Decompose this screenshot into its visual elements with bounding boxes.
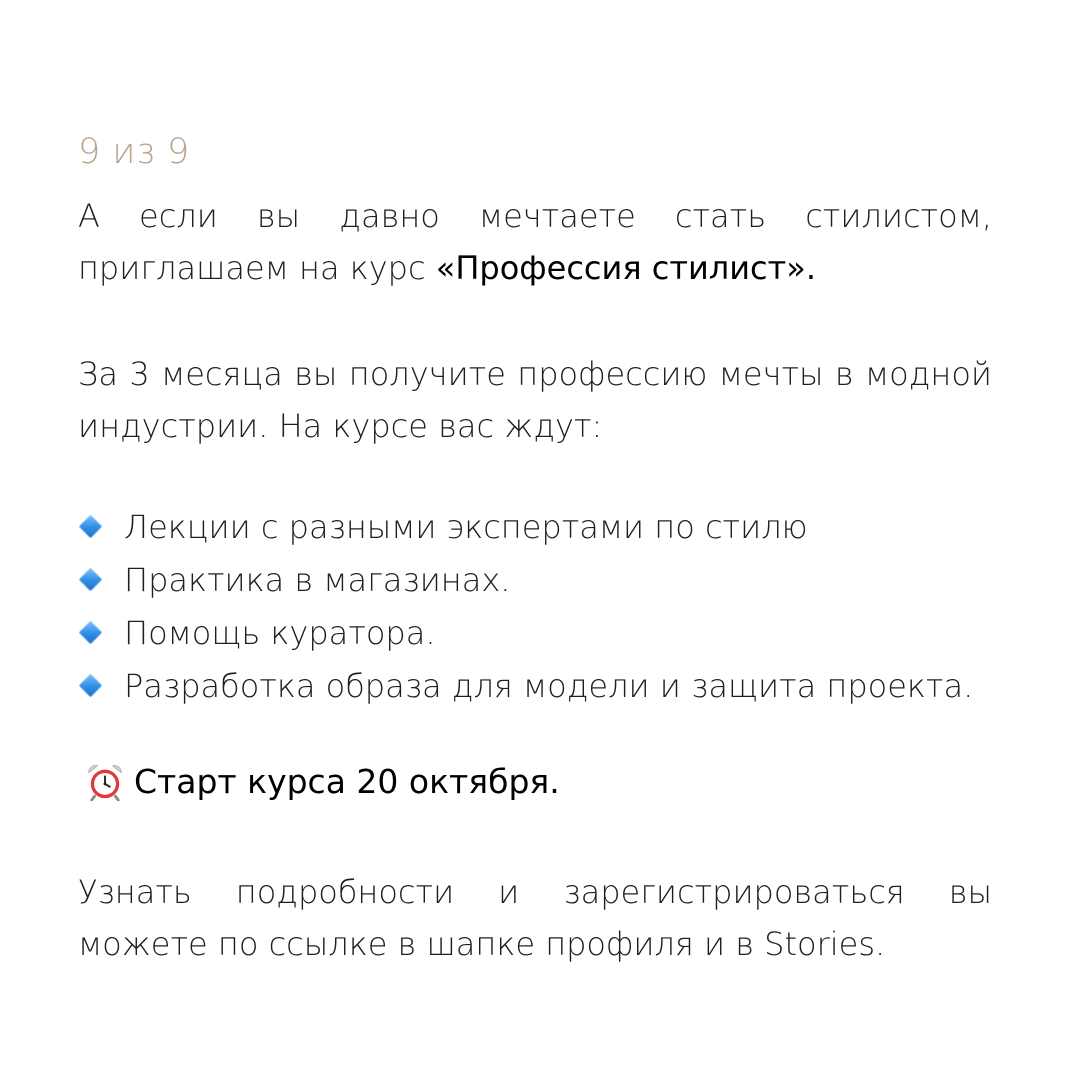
course-name: «Профессия стилист».: [435, 249, 816, 287]
feature-text: Помощь куратора.: [124, 613, 436, 652]
slide-counter: 9 из 9: [78, 132, 190, 172]
intro-line-1: А если вы давно мечтаете стать стилистом,: [78, 197, 992, 235]
more-info-paragraph: Узнать подробности и зарегистрироваться вы можете по ссылке в шапке профиля и в Stories.: [78, 873, 992, 963]
blue-diamond-icon: [78, 673, 102, 697]
list-item: [78, 606, 992, 659]
feature-list: [78, 500, 992, 712]
intro-line-2-prefix: приглашаем на курс: [78, 249, 436, 287]
feature-text: Практика в магазинах.: [124, 560, 511, 599]
blue-diamond-icon: [78, 620, 102, 644]
course-start-text: Старт курса 20 октября.: [134, 762, 560, 801]
course-start: [86, 762, 560, 801]
blue-diamond-icon: [78, 514, 102, 538]
intro-paragraph: [78, 190, 992, 294]
feature-text: Разработка образа для модели и защита проекта.: [124, 666, 974, 705]
blue-diamond-icon: [78, 567, 102, 591]
feature-text: Лекции с разными экспертами по стилю: [124, 507, 808, 546]
list-item: [78, 659, 992, 712]
alarm-clock-icon: [86, 763, 124, 801]
course-duration-paragraph: За 3 месяца вы получите профессию мечты в модной индустрии. На курсе вас ждут:: [78, 355, 992, 445]
post-slide: [78, 0, 992, 1080]
list-item: [78, 500, 992, 553]
list-item: [78, 553, 992, 606]
